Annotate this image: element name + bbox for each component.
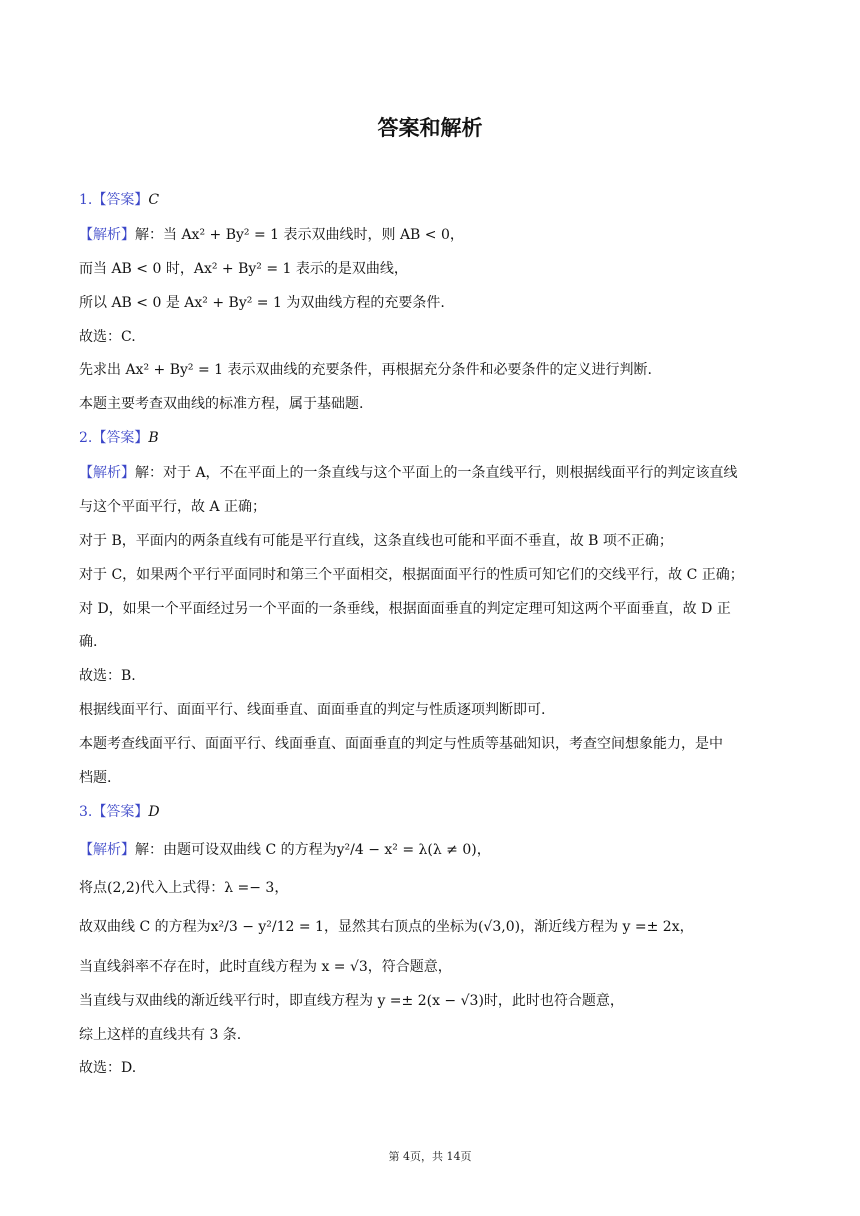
text-line: 而当 AB < 0 时，Ax² + By² = 1 表示的是双曲线，: [79, 261, 408, 277]
text-line: 与这个平面平行，故 A 正确；: [79, 499, 267, 515]
text-line: 当直线与双曲线的渐近线平行时，即直线方程为 y =± 2(x − √3)时，此时也符合题意，: [79, 993, 624, 1009]
analysis-line: 【解析】解：对于 A，不在平面上的一条直线与这个平面上的一条直线平行，则根据线面平行的判定该直线: [79, 465, 738, 481]
text-line: 所以 AB < 0 是 Ax² + By² = 1 为双曲线方程的充要条件.: [79, 295, 445, 311]
text-line: 故选：B.: [79, 668, 136, 684]
text-line: 本题考查线面平行、面面平行、线面垂直、面面垂直的判定与性质等基础知识，考查空间想象能力，是中: [79, 736, 723, 752]
answer-line-q1: [79, 190, 779, 210]
answer-value: C: [148, 192, 160, 208]
page-title: 答案和解析: [377, 116, 483, 140]
answer-value: B: [148, 430, 159, 446]
text-line: 对于 C，如果两个平行平面同时和第三个平面相交，根据面面平行的性质可知它们的交线平行，故 C 正确；: [79, 567, 744, 583]
text-line: 综上这样的直线共有 3 条.: [79, 1027, 242, 1043]
answer-label: 2.【答案】: [79, 430, 149, 446]
analysis-line: 【解析】解：由题可设双曲线 C 的方程为y²/4 − x² = λ(λ ≠ 0)，: [79, 842, 491, 858]
text-line: 故选：C.: [79, 329, 136, 345]
analysis-line: 【解析】解：当 Ax² + By² = 1 表示双曲线时，则 AB < 0，: [79, 227, 464, 243]
answer-line-q3: [79, 802, 779, 822]
analysis-label: 【解析】: [79, 465, 135, 481]
text-line: 先求出 Ax² + By² = 1 表示双曲线的充要条件，再根据充分条件和必要条件的定义进行判断.: [79, 362, 652, 378]
answer-value: D: [148, 804, 160, 820]
text-line: 本题主要考查双曲线的标准方程，属于基础题.: [79, 396, 364, 412]
text-line: 故选：D.: [79, 1060, 137, 1076]
answer-label: 1.【答案】: [79, 192, 149, 208]
text-line: 故双曲线 C 的方程为x²/3 − y²/12 = 1，显然其右顶点的坐标为(√3,0)，渐近线方程为 y =± 2x，: [79, 919, 694, 935]
text-line: 将点(2,2)代入上式得：λ =− 3，: [79, 880, 289, 896]
analysis-label: 【解析】: [79, 842, 135, 858]
text-line: 当直线斜率不存在时，此时直线方程为 x = √3，符合题意，: [79, 959, 452, 975]
page-footer: 第 4页，共 14页: [388, 1150, 472, 1163]
text-line: 对 D，如果一个平面经过另一个平面的一条垂线，根据面面垂直的判定定理可知这两个平面垂直，故 D 正: [79, 601, 731, 617]
text-line: 档题.: [79, 770, 112, 786]
analysis-label: 【解析】: [79, 227, 135, 243]
text-line: 根据线面平行、面面平行、线面垂直、面面垂直的判定与性质逐项判断即可.: [79, 702, 546, 718]
answer-label: 3.【答案】: [79, 804, 149, 820]
answer-line-q2: [79, 428, 779, 448]
text-line: 确.: [79, 634, 98, 650]
text-line: 对于 B，平面内的两条直线有可能是平行直线，这条直线也可能和平面不垂直，故 B 项不正确；: [79, 533, 673, 549]
